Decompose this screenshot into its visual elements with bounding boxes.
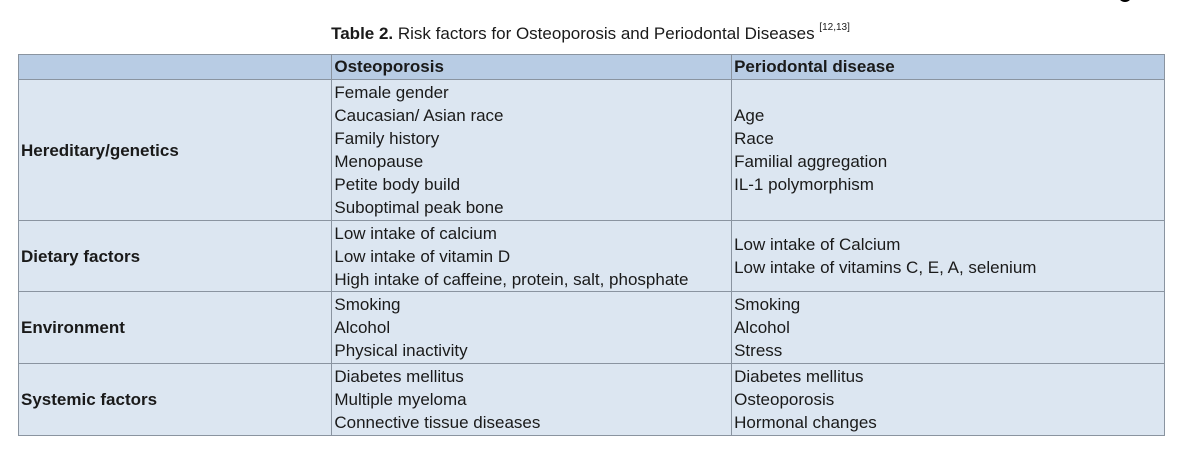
cell-line: Smoking	[334, 295, 401, 314]
cell-line: Age	[734, 106, 765, 125]
cell-line: Diabetes mellitus	[734, 367, 864, 386]
cell-line: Osteoporosis	[734, 390, 835, 409]
row-category: Hereditary/genetics	[19, 80, 332, 221]
table-row	[19, 292, 1165, 364]
cell-line: Petite body build	[334, 175, 461, 194]
osteoporosis-cell	[332, 221, 732, 292]
cropped-heading-fragment	[1118, 0, 1132, 2]
cell-line: Family history	[334, 129, 440, 148]
periodontal-cell	[732, 292, 1165, 364]
table-header-row	[19, 55, 1165, 80]
header-category	[19, 55, 332, 80]
cell-line: Female gender	[334, 83, 449, 102]
cell-line: Race	[734, 129, 774, 148]
table-caption-refs: [12,13]	[819, 22, 850, 34]
cell-line: High intake of caffeine, protein, salt, phosphate	[334, 269, 689, 289]
risk-factors-table	[18, 54, 1165, 436]
table-caption-text: Risk factors for Osteoporosis and Periodontal Diseases	[393, 24, 820, 43]
cell-line: Connective tissue diseases	[334, 413, 541, 432]
cell-line: Menopause	[334, 152, 424, 171]
cell-line: IL-1 polymorphism	[734, 175, 874, 194]
cell-line: Suboptimal peak bone	[334, 198, 504, 217]
periodontal-cell	[732, 364, 1165, 436]
cell-line: Alcohol	[334, 318, 391, 337]
cell-line: Low intake of vitamin D	[334, 246, 511, 266]
osteoporosis-cell	[332, 80, 732, 221]
table-caption-label: Table 2.	[331, 24, 394, 43]
header-osteoporosis: Osteoporosis	[332, 55, 732, 80]
cell-line: Stress	[734, 341, 783, 360]
row-category: Environment	[19, 292, 332, 364]
row-category: Systemic factors	[19, 364, 332, 436]
table-row	[19, 221, 1165, 292]
table-caption	[0, 24, 1181, 44]
osteoporosis-cell	[332, 292, 732, 364]
cell-line: Physical inactivity	[334, 341, 468, 360]
header-periodontal: Periodontal disease	[732, 55, 1165, 80]
cell-line: Multiple myeloma	[334, 390, 467, 409]
cell-line: Low intake of calcium	[334, 223, 497, 243]
cell-line: Familial aggregation	[734, 152, 888, 171]
cell-line: Caucasian/ Asian race	[334, 106, 504, 125]
cell-line: Alcohol	[734, 318, 790, 337]
cell-line: Diabetes mellitus	[334, 367, 464, 386]
periodontal-cell	[732, 221, 1165, 292]
osteoporosis-cell	[332, 364, 732, 436]
table-row	[19, 80, 1165, 221]
cell-line: Low intake of vitamins C, E, A, selenium	[734, 258, 1037, 277]
table-row	[19, 364, 1165, 436]
cell-line: Low intake of Calcium	[734, 235, 901, 254]
periodontal-cell	[732, 80, 1165, 221]
cell-line: Hormonal changes	[734, 413, 877, 432]
row-category: Dietary factors	[19, 221, 332, 292]
cell-line: Smoking	[734, 295, 801, 314]
